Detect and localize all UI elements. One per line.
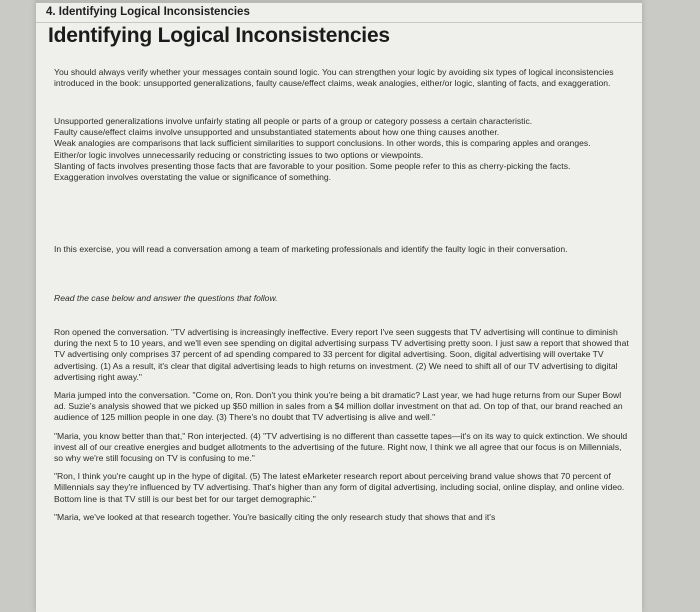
document-page: [36, 0, 642, 612]
story-paragraph: Ron opened the conversation. "TV advertising is increasingly ineffective. Every report I've seen suggests that TV advertising will continue to diminish during the next 5 to 10 years, and we'll even see spending on digital advertising surpass TV advertising pretty soon. I just saw a report that showed that TV advertising only comprises 37 percent of ad spending compared to 33 percent for digital advertising. Soon, digital advertising will overtake TV advertising. (1) As a result, it's clear that digital advertising leads to high returns on investment. (2) We need to shift all of our TV advertising to digital advertising right away.": [54, 327, 629, 382]
definition-item: Unsupported generalizations involve unfairly stating all people or parts of a group or category possess a certain characteristic.: [54, 116, 533, 126]
story-paragraph: "Maria, we've looked at that research together. You're basically citing the only research study that shows that and it's: [54, 511, 496, 522]
definition-item: Exaggeration involves overstating the value or significance of something.: [54, 172, 332, 183]
definition-item: Faulty cause/effect claims involve unsupported and unsubstantiated statements about how one thing causes another.: [54, 127, 500, 138]
intro-text: You should always verify whether your messages contain sound logic. You can strengthen your logic by avoiding six types of logical inconsistencies introduced in the book: unsupported generalizations, faulty cause/effect claims, weak analogies, either/or logic, slanting of facts, and exaggeration.: [54, 67, 614, 89]
story-paragraph: Maria jumped into the conversation. "Come on, Ron. Don't you think you're being a bit dramatic? Last year, we had huge returns from our Super Bowl ad. Suzie's analysis showed that we picked up $50 million in sales from a $4 million dollar investment on that ad. On top of that, our brand reached an audience of 125 million people in one day. (3) There's no doubt that TV advertising is alive and well.": [54, 390, 623, 423]
story-paragraph: "Maria, you know better than that," Ron interjected. (4) "TV advertising is no different than cassette tapes—it's on its way to quick extinction. We should invest all of our creative energies and budget allotments to the advertising of the future. Right now, I think we all agree that our focus is on Millennials, so why we're still focusing on TV is confusing to me.": [54, 430, 628, 464]
top-border: [36, 0, 642, 3]
header-divider: [36, 22, 642, 23]
exercise-text: In this exercise, you will read a conversation among a team of marketing professionals and identify the faulty logic in their conversation.: [54, 244, 568, 254]
definition-item: Weak analogies are comparisons that lack sufficient similarities to support conclusions. In other words, this is comparing apples and oranges.: [54, 138, 591, 149]
exercise-paragraph: [54, 244, 632, 255]
definition-item: Slanting of facts involves presenting those facts that are favorable to your position. Some people refer to this as cherry-picking the facts.: [54, 160, 571, 171]
definitions-block: [54, 116, 632, 183]
story-paragraph: "Ron, I think you're caught up in the hype of digital. (5) The latest eMarketer research report about perceiving brand value shows that 70 percent of Millennials say they're influenced by TV advertising. That's higher than any form of digital advertising, including social, online display, and online video. Bottom line is that TV still is our best bet for our target demographic.": [54, 471, 625, 504]
page-title: Identifying Logical Inconsistencies: [48, 24, 390, 47]
intro-paragraph: [54, 67, 632, 89]
case-instruction: [54, 293, 632, 304]
section-label: 4. Identifying Logical Inconsistencies: [46, 6, 250, 18]
instruction-text: Read the case below and answer the questions that follow.: [54, 293, 278, 303]
definition-item: Either/or logic involves unnecessarily reducing or constricting issues to two options or viewpoints.: [54, 149, 424, 160]
case-conversation: [54, 327, 632, 530]
